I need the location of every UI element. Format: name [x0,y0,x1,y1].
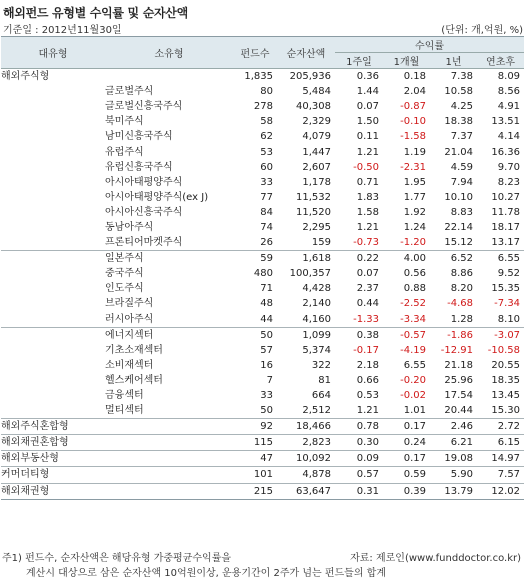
cell-minor-type: 글로벌주식 [105,86,154,98]
cell-return-1y: 25.96 [444,374,473,386]
cell-return-1m: 1.19 [403,146,426,158]
cell-return-ytd: 7.57 [477,467,524,483]
cell-return-ytd: 8.56 [497,86,521,98]
cell-return-ytd: 20.55 [491,359,521,371]
cell-return-1m: 0.17 [383,451,430,467]
cell-return-1y: 6.52 [430,251,477,267]
cell-minor-type: 남미신흥국주식 [105,131,173,143]
cell-fund-count: 53 [260,146,273,158]
cell-fund-count: 50 [260,405,273,417]
cell-return-1y: 21.04 [444,146,473,158]
cell-minor-type: 금융섹터 [105,390,144,402]
cell-return-1m: 0.56 [403,268,426,280]
cell-minor-type: 유럽주식 [105,146,144,158]
cell-minor-type: 에너지섹터 [105,327,233,343]
cell-fund-count: 50 [233,327,277,343]
cell-return-1y: 4.59 [450,161,473,173]
cell-return-1m: -0.87 [400,101,426,113]
cell-minor-type: 아시아태평양주식(ex J) [105,191,209,203]
cell-return-ytd: 14.97 [477,451,524,467]
cell-return-1m: 1.77 [403,191,426,203]
cell-major-type: 해외주식혼합형 [1,419,105,435]
header-1y: 1년 [430,53,477,69]
cell-return-ytd: 16.36 [491,146,521,158]
unit-label: (단위: 개,억원, %) [441,25,523,36]
cell-return-1y: 7.38 [450,71,473,83]
cell-return-1m: -1.20 [400,237,426,249]
cell-fund-count: 26 [260,237,273,249]
cell-return-1m: 1.92 [403,206,426,218]
cell-minor-type: 프론티어마켓주식 [105,237,183,249]
cell-return-1w: 0.57 [335,467,383,483]
cell-return-1w: 1.58 [356,206,379,218]
cell-major-type [1,296,105,311]
cell-net-assets: 4,878 [277,467,335,483]
cell-major-type: 해외주식형 [1,71,50,83]
cell-net-assets: 63,647 [277,483,335,499]
cell-net-assets: 322 [311,359,331,371]
cell-major-type [1,175,105,190]
cell-net-assets: 11,520 [296,206,331,218]
cell-major-type [1,251,105,267]
cell-return-1w: 1.21 [356,405,379,417]
table-row [1,84,524,99]
cell-return-1y: 13.79 [430,483,477,499]
cell-return-1m: -0.02 [400,390,426,402]
cell-return-1w: 0.11 [356,131,379,143]
cell-fund-count: 101 [233,467,277,483]
cell-return-ytd: 15.30 [491,405,521,417]
cell-fund-count: 48 [260,298,273,310]
cell-return-ytd: 4.14 [497,131,521,143]
cell-return-1y: -4.68 [447,298,473,310]
cell-net-assets: 1,178 [302,176,331,188]
cell-net-assets: 1,447 [302,146,331,158]
cell-return-1y: 10.10 [444,191,473,203]
table-row [1,235,524,251]
cell-return-1y: 20.44 [444,405,473,417]
cell-return-1y: 22.14 [444,221,473,233]
cell-major-type [1,388,105,403]
table-row [1,144,524,159]
cell-return-1w: 0.38 [335,327,383,343]
cell-major-type: 해외채권혼합형 [1,435,105,451]
cell-return-1y: 17.54 [444,390,473,402]
cell-major-type [1,144,105,159]
cell-return-1w: 1.21 [356,146,379,158]
cell-return-1y: 7.94 [450,176,473,188]
table-row [1,343,524,358]
cell-minor-type [105,451,233,467]
cell-major-type [1,312,105,328]
cell-net-assets: 10,092 [277,451,335,467]
cell-minor-type: 소비재섹터 [105,359,154,371]
cell-return-1y: 15.12 [444,237,473,249]
cell-return-1w: 0.09 [335,451,383,467]
cell-return-1w: 2.37 [356,283,379,295]
cell-return-1y: 8.83 [450,206,473,218]
cell-return-1w: -0.17 [353,344,379,356]
cell-fund-count: 60 [260,161,273,173]
cell-major-type: 커머더티형 [1,467,105,483]
cell-major-type [1,99,105,114]
cell-minor-type [105,435,233,451]
cell-return-1w: 2.18 [356,359,379,371]
cell-fund-count: 57 [260,344,273,356]
cell-return-ytd: 15.35 [491,283,521,295]
cell-return-1y: 4.25 [450,101,473,113]
cell-minor-type: 글로벌신흥국주식 [105,101,183,113]
cell-net-assets: 40,308 [296,101,331,113]
cell-net-assets: 2,512 [302,405,331,417]
cell-fund-count: 92 [233,419,277,435]
cell-fund-count: 480 [253,268,273,280]
cell-net-assets: 1,099 [277,327,335,343]
table-row [1,296,524,311]
cell-return-1y: 6.21 [430,435,477,451]
table-row [1,451,524,467]
cell-return-ytd: 2.72 [477,419,524,435]
cell-major-type [1,129,105,144]
cell-net-assets: 11,532 [296,191,331,203]
cell-major-type [1,373,105,388]
cell-net-assets: 5,374 [302,344,331,356]
page-title: 해외펀드 유형별 수익률 및 순자산액 [3,6,188,20]
cell-major-type [1,84,105,99]
footnote-2: 계산시 대상으로 삼은 순자산액 10억원이상, 운용기간이 2주가 넘는 펀드들의 합계 [26,568,386,579]
cell-return-ytd: 6.15 [477,435,524,451]
table-row [1,251,524,267]
table-row [1,403,524,419]
cell-net-assets: 205,936 [289,71,331,83]
fund-returns-table [1,36,524,500]
cell-return-1y: 21.18 [444,359,473,371]
table-row [1,266,524,281]
table-row [1,205,524,220]
cell-return-1m: 1.24 [403,221,426,233]
cell-minor-type [105,419,233,435]
cell-major-type [1,220,105,235]
cell-return-ytd: 18.17 [491,221,521,233]
footnote-1: 주1) 펀드수, 순자산액은 해당유형 가중평균수익률을 [2,553,232,564]
cell-return-1w: 0.22 [335,251,383,267]
cell-fund-count: 71 [260,283,273,295]
header-count: 펀드수 [233,37,277,69]
cell-fund-count: 33 [260,390,273,402]
cell-return-1m: -4.19 [400,344,426,356]
cell-minor-type: 기초소재섹터 [105,344,163,356]
cell-fund-count: 115 [233,435,277,451]
cell-return-1y: 1.28 [450,313,473,325]
cell-return-1w: 0.71 [356,176,379,188]
cell-return-1m: -2.52 [400,298,426,310]
cell-return-1m: -2.31 [400,161,426,173]
cell-return-1m: -1.58 [400,131,426,143]
table-row [1,419,524,435]
cell-major-type: 해외채권형 [1,483,105,499]
cell-fund-count: 33 [260,176,273,188]
cell-fund-count: 59 [233,251,277,267]
cell-return-ytd: -7.34 [494,298,521,310]
cell-return-1m: 0.88 [403,283,426,295]
table-row [1,358,524,373]
cell-major-type [1,114,105,129]
cell-return-1m: -0.10 [400,116,426,128]
header-returns: 수익률 [335,37,524,53]
cell-fund-count: 278 [253,101,273,113]
cell-net-assets: 2,140 [302,298,331,310]
cell-return-1y: -1.86 [430,327,477,343]
cell-return-ytd: -10.58 [487,344,521,356]
cell-major-type [1,160,105,175]
cell-return-1m: 6.55 [403,359,426,371]
cell-return-1w: 0.31 [335,483,383,499]
cell-major-type [1,190,105,205]
cell-major-type [1,266,105,281]
cell-return-1m: 0.18 [403,71,426,83]
cell-return-ytd: 10.27 [491,191,521,203]
cell-major-type [1,358,105,373]
table-row [1,99,524,114]
table-row [1,327,524,343]
cell-net-assets: 2,295 [302,221,331,233]
cell-net-assets: 2,329 [302,116,331,128]
cell-net-assets: 5,484 [302,86,331,98]
cell-minor-type: 아시아신흥국주식 [105,206,183,218]
cell-return-1w: 0.30 [335,435,383,451]
cell-minor-type: 러시아주식 [105,313,154,325]
cell-return-1y: -12.91 [440,344,473,356]
table-row [1,220,524,235]
cell-return-1w: 1.21 [356,221,379,233]
table-row [1,160,524,175]
cell-net-assets: 4,079 [302,131,331,143]
cell-return-1m: 1.95 [403,176,426,188]
cell-fund-count: 47 [233,451,277,467]
cell-return-1m: 1.01 [403,405,426,417]
cell-return-1y: 5.90 [430,467,477,483]
cell-fund-count: 84 [260,206,273,218]
cell-net-assets: 664 [311,390,331,402]
cell-minor-type: 북미주식 [105,116,144,128]
cell-minor-type: 헬스케어섹터 [105,374,163,386]
table-row [1,373,524,388]
cell-return-ytd: 8.10 [497,313,521,325]
cell-return-1y: 7.37 [450,131,473,143]
cell-return-1m: 0.17 [383,419,430,435]
cell-minor-type [105,69,233,85]
cell-minor-type [105,467,233,483]
cell-return-1w: 0.53 [356,390,379,402]
cell-minor-type: 일본주식 [105,251,233,267]
table-row [1,114,524,129]
header-1w: 1주일 [335,53,383,69]
cell-return-1w: 1.83 [356,191,379,203]
cell-return-ytd: 18.35 [491,374,521,386]
cell-fund-count: 62 [260,131,273,143]
cell-return-1y: 8.20 [450,283,473,295]
cell-return-1w: 0.07 [356,268,379,280]
cell-net-assets: 81 [318,374,331,386]
cell-fund-count: 74 [260,221,273,233]
cell-return-ytd: 13.17 [491,237,521,249]
cell-minor-type: 멀티섹터 [105,405,144,417]
cell-return-1m: 4.00 [383,251,430,267]
cell-minor-type: 유럽신흥국주식 [105,161,173,173]
cell-fund-count: 77 [260,191,273,203]
cell-fund-count: 215 [233,483,277,499]
table-body [1,69,524,500]
cell-net-assets: 2,607 [302,161,331,173]
cell-return-1w: 0.78 [335,419,383,435]
header-minor: 소유형 [105,37,233,69]
cell-return-1m: 0.59 [383,467,430,483]
table-row [1,388,524,403]
cell-return-ytd: 13.45 [491,390,521,402]
table-row [1,483,524,499]
cell-major-type: 해외부동산형 [1,451,105,467]
cell-return-ytd: 13.51 [491,116,521,128]
cell-major-type [1,403,105,419]
cell-major-type [1,235,105,251]
cell-minor-type: 인도주식 [105,283,144,295]
cell-return-1w: 1.50 [356,116,379,128]
cell-major-type [1,281,105,296]
cell-return-ytd: -3.07 [477,327,524,343]
cell-return-ytd: 4.91 [497,101,521,113]
cell-minor-type: 중국주식 [105,268,144,280]
cell-return-1y: 18.38 [444,116,473,128]
cell-fund-count: 1,835 [244,71,273,83]
cell-minor-type: 브라질주식 [105,298,154,310]
cell-net-assets: 2,823 [277,435,335,451]
cell-return-ytd: 8.23 [497,176,521,188]
cell-return-ytd: 12.02 [477,483,524,499]
cell-return-1y: 19.08 [430,451,477,467]
cell-return-ytd: 11.78 [491,206,521,218]
cell-return-ytd: 6.55 [477,251,524,267]
cell-return-1m: -0.57 [383,327,430,343]
cell-fund-count: 80 [260,86,273,98]
cell-return-1w: 0.44 [356,298,379,310]
cell-return-1w: 0.36 [356,71,379,83]
cell-net-assets: 4,428 [302,283,331,295]
cell-return-1w: 1.44 [356,86,379,98]
cell-net-assets: 4,160 [302,313,331,325]
cell-return-1y: 8.86 [450,268,473,280]
header-assets: 순자산액 [277,37,335,69]
cell-return-1m: 0.24 [383,435,430,451]
cell-major-type [1,205,105,220]
cell-minor-type [105,483,233,499]
header-major: 대유형 [1,37,105,69]
cell-return-1m: 2.04 [403,86,426,98]
cell-major-type [1,343,105,358]
cell-return-1w: -0.50 [353,161,379,173]
cell-net-assets: 18,466 [277,419,335,435]
cell-fund-count: 16 [260,359,273,371]
cell-return-1w: 0.66 [356,374,379,386]
source-note: 자료: 제로인(www.funddoctor.co.kr) [350,553,521,564]
cell-return-ytd: 9.52 [497,268,521,280]
cell-fund-count: 44 [260,313,273,325]
cell-return-1w: -1.33 [353,313,379,325]
cell-minor-type: 아시아태평양주식 [105,176,183,188]
cell-return-1y: 2.46 [430,419,477,435]
cell-return-1y: 10.58 [444,86,473,98]
cell-return-1m: -3.34 [400,313,426,325]
cell-return-1w: 0.07 [356,101,379,113]
cell-return-ytd: 8.09 [497,71,521,83]
table-row [1,435,524,451]
table-row [1,190,524,205]
cell-fund-count: 7 [266,374,273,386]
cell-net-assets: 159 [311,237,331,249]
table-row [1,129,524,144]
cell-return-ytd: 9.70 [497,161,521,173]
cell-return-1w: -0.73 [353,237,379,249]
table-row [1,312,524,328]
table-row [1,281,524,296]
cell-return-1m: 0.39 [383,483,430,499]
table-row [1,467,524,483]
cell-return-1m: -0.20 [400,374,426,386]
base-date: 기준일 : 2012년11월30일 [3,25,122,36]
cell-net-assets: 100,357 [289,268,331,280]
cell-minor-type: 동남아주식 [105,221,154,233]
cell-major-type [1,327,105,343]
table-row [1,175,524,190]
header-1m: 1개월 [383,53,430,69]
cell-net-assets: 1,618 [277,251,335,267]
table-row [1,69,524,85]
header-ytd: 연초후 [477,53,524,69]
cell-fund-count: 58 [260,116,273,128]
